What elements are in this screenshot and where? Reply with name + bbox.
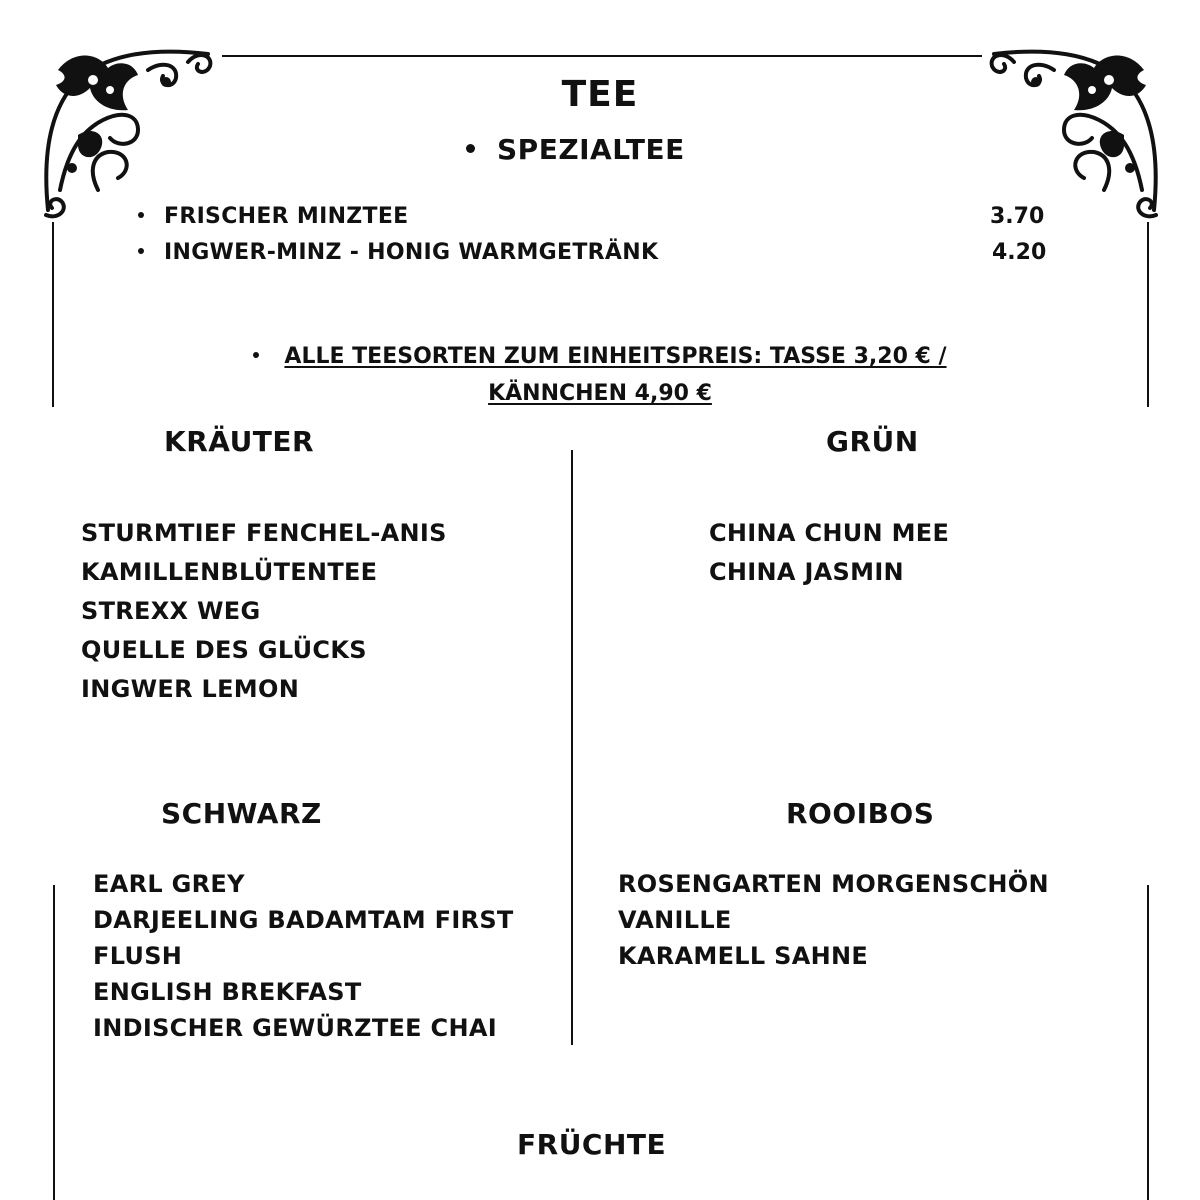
bullet-icon [138,212,144,218]
list-item: STREXX WEG [81,597,261,625]
price-note-line: KÄNNCHEN 4,90 € [488,381,712,406]
item-name: FRISCHER MINZTEE [164,204,409,229]
list-item: CHINA JASMIN [709,558,904,586]
item-price: 3.70 [990,204,1045,229]
list-item: FLUSH [93,942,183,970]
list-item [138,204,409,229]
bullet-icon [253,352,259,358]
list-item: INGWER LEMON [81,675,300,703]
right-border-line-top [1147,222,1149,407]
kraeuter-list [81,514,447,709]
section-heading-gruen: GRÜN [826,425,919,458]
rooibos-list [618,866,1049,974]
center-divider-line [571,450,573,1045]
bullet-icon [466,144,475,153]
top-border-line [222,55,982,57]
list-item: ENGLISH BREKFAST [93,978,362,1006]
schwarz-list [93,866,514,1046]
list-item: EARL GREY [93,870,245,898]
corner-ornament-icon [984,40,1164,220]
list-item: ROSENGARTEN MORGENSCHÖN [618,870,1049,898]
list-item: VANILLE [618,906,732,934]
section-heading-schwarz: SCHWARZ [161,797,322,830]
subtitle-text: SPEZIALTEE [497,133,685,166]
corner-ornament-icon [38,40,218,220]
item-price: 4.20 [992,240,1047,265]
section-heading-rooibos: ROOIBOS [786,797,935,830]
price-note-line: ALLE TEESORTEN ZUM EINHEITSPREIS: TASSE 3,20 € / [284,344,947,369]
section-subtitle [466,133,685,166]
list-item: QUELLE DES GLÜCKS [81,636,367,664]
page-title: TEE [561,74,639,115]
list-item: CHINA CHUN MEE [709,519,950,547]
list-item: DARJEELING BADAMTAM FIRST [93,906,514,934]
right-border-line-bottom [1147,885,1149,1200]
section-heading-kraeuter: KRÄUTER [164,425,315,458]
price-note [180,338,1020,412]
left-border-line-top [52,222,54,407]
list-item: KAMILLENBLÜTENTEE [81,558,378,586]
list-item: STURMTIEF FENCHEL-ANIS [81,519,447,547]
list-item: KARAMELL SAHNE [618,942,869,970]
left-border-line-bottom [53,885,55,1200]
bullet-icon [138,248,144,254]
gruen-list [709,514,949,592]
item-name: INGWER-MINZ - HONIG WARMGETRÄNK [164,240,659,265]
list-item: INDISCHER GEWÜRZTEE CHAI [93,1014,497,1042]
list-item [138,240,658,265]
section-heading-fruechte: FRÜCHTE [517,1128,667,1161]
